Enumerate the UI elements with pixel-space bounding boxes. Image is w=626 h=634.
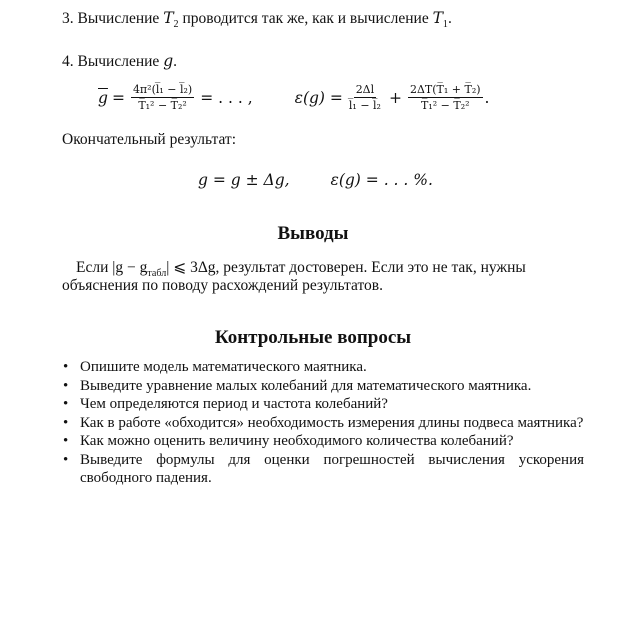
question-item-1: • Опишите модель математического маятника. bbox=[62, 358, 584, 377]
step-3-text: Вычисление bbox=[77, 10, 160, 27]
step-3-var1: T bbox=[163, 9, 174, 27]
plus-sign: + bbox=[388, 88, 402, 107]
final-result-label: Окончательный результат: bbox=[62, 131, 237, 148]
conclusions-text-a: Если |g − g bbox=[76, 259, 148, 276]
final-g-expression: g = g ± Δg, bbox=[198, 171, 290, 189]
conclusions-text-b: | ⩽ 3Δg, результат достоверен. Если это не так, нужны bbox=[166, 259, 526, 276]
step-4-number: 4. bbox=[62, 53, 74, 70]
g-mean-symbol: $\overline{g}$ bbox=[98, 88, 108, 107]
formula-1-end: . bbox=[484, 88, 490, 107]
conclusions-heading: Выводы bbox=[277, 223, 349, 244]
equals-sign: = bbox=[111, 88, 125, 107]
eps-fraction-2-denominator: T̅₁² − T̅₂² bbox=[420, 99, 470, 112]
question-item-3: • Чем определяются период и частота колебаний? bbox=[62, 395, 584, 414]
final-eps-expression: ε(g) = . . . %. bbox=[330, 171, 433, 189]
question-item-5: • Как можно оценить величину необходимого количества колебаний? bbox=[62, 432, 584, 451]
formula-final-result bbox=[198, 171, 433, 189]
g-ellipsis: = . . . , bbox=[200, 88, 253, 107]
step-3-var2: T bbox=[432, 9, 443, 27]
step-4-end: . bbox=[173, 53, 177, 70]
eps-g-label: ε(g) = bbox=[294, 88, 343, 107]
step-3-line bbox=[62, 9, 452, 34]
questions-heading: Контрольные вопросы bbox=[214, 327, 412, 348]
eps-fraction-2 bbox=[408, 83, 483, 112]
step-3-sub2: 1 bbox=[442, 19, 448, 31]
formula-g-mean bbox=[98, 83, 489, 112]
g-fraction-numerator: 4π²(l̅₁ − l̅₂) bbox=[132, 83, 193, 96]
eps-fraction-1-numerator: 2Δl bbox=[355, 83, 375, 96]
conclusions-line-2: объяснения по поводу расхождений результатов. bbox=[62, 277, 383, 294]
step-3-sub1: 2 bbox=[173, 19, 179, 31]
step-3-number: 3. bbox=[62, 10, 74, 27]
step-3-end: . bbox=[447, 10, 452, 27]
questions-list bbox=[62, 358, 584, 488]
step-4-line bbox=[62, 52, 177, 71]
g-fraction bbox=[131, 83, 194, 112]
g-fraction-denominator: T̅₁² − T̅₂² bbox=[138, 99, 187, 112]
question-item-4: • Как в работе «обходится» необходимость измерения длины подвеса маятника? bbox=[62, 414, 584, 433]
step-4-text: Вычисление bbox=[77, 53, 160, 70]
eps-fraction-1 bbox=[347, 83, 383, 112]
conclusions-subscript: табл bbox=[147, 268, 167, 280]
question-item-6: • Выведите формулы для оценки погрешностей вычисления ускорения свободного падения. bbox=[62, 451, 584, 488]
question-item-2: • Выведите уравнение малых колебаний для математического маятника. bbox=[62, 377, 584, 396]
eps-fraction-1-denominator: l̅₁ − l̅₂ bbox=[348, 99, 381, 112]
step-3-text-middle: проводится так же, как и вычисление bbox=[182, 10, 429, 27]
eps-fraction-2-numerator: 2ΔT(T̅₁ + T̅₂) bbox=[409, 83, 481, 96]
step-4-var: g bbox=[163, 52, 174, 70]
